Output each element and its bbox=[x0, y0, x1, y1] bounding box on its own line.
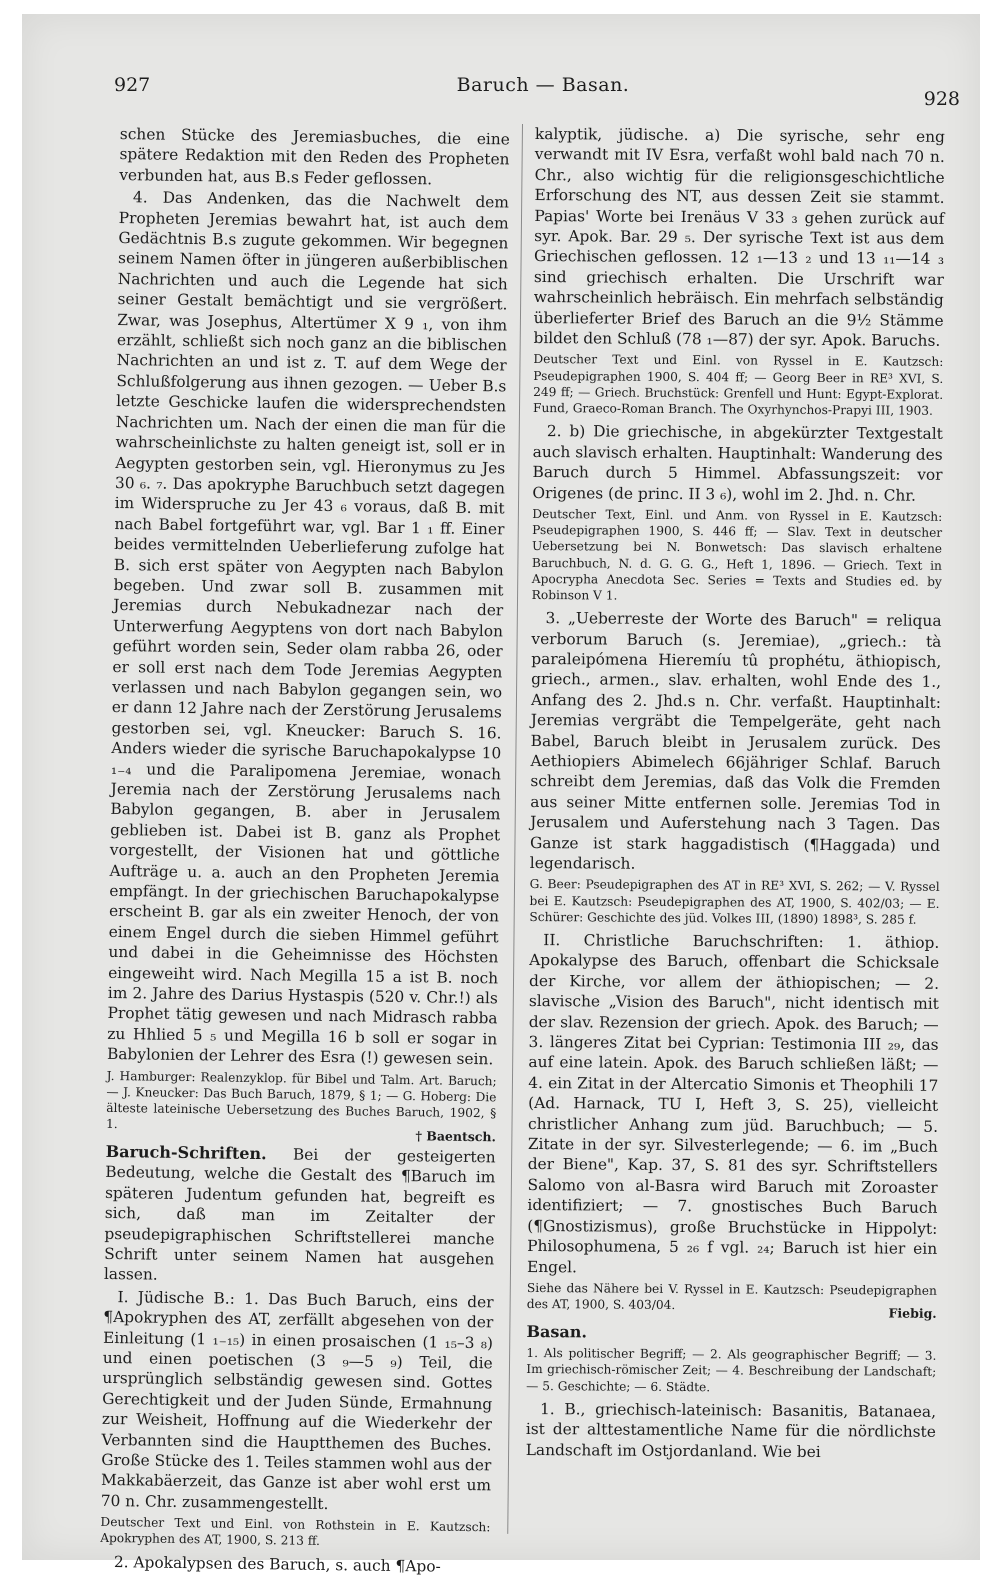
reference-note: G. Beer: Pseudepigraphen des AT in RE³ XVI, S. 262; — V. Ryssel bei E. Kautzsch: Pseudepigraphen des AT, 1900, S. 402/03; — E. Schürer: Geschichte des jüd. Volkes III, (1890) 1898³, S. 285 f. bbox=[529, 877, 940, 927]
author-signature: † Baentsch. bbox=[415, 1127, 497, 1144]
book-page bbox=[22, 14, 980, 1576]
reference-note: Deutscher Text und Einl. von Ryssel in E. Kautzsch: Pseudepigraphen 1900, S. 404 ff; — Georg Beer in RE³ XVI, S. 249 ff; — Griech. Bruchstück: Grenfell und Hunt: Egypt-Explorat. Fund, Graeco-Roman Branch. The Oxyrhynchos-Prapyi III, 1903. bbox=[532, 352, 944, 418]
right-column bbox=[526, 124, 945, 1465]
reference-note: Deutscher Text, Einl. und Anm. von Ryssel in E. Kautzsch: Pseudepigraphen 1900, S. 446 ff; — Slav. Text in deutscher Uebersetzung bei N. Bonwetsch: Das slavisch erhaltene Baruchbuch, N. d. G. G. G., Heft 1, 1896. — Griech. Text in Apocrypha Anecdota Sec. Series = Texts and Studies ed. by Robinson V 1. bbox=[531, 506, 943, 603]
left-column bbox=[100, 124, 510, 1579]
paragraph: I. Jüdische B.: 1. Das Buch Baruch, eins der ¶Apokryphen des AT, zerfällt abgesehen von der Einleitung (1 ₁₋₁₅) in einen prosaischen (1 ₁₅–3 ₈) und einen poetischen (3 ₉—5 ₉) Teil, die ursprünglich selbständig gewesen sind. Gottes Gerechtigkeit und der Juden Sünde, Ermahnung zur Weisheit, Hoffnung auf die Wiederkehr der Verbannten sind die Hauptthemen des Buches. Große Stücke des 1. Teiles stammen wohl aus der Makkabäerzeit, das Ganze ist aber wohl erst um 70 n. Chr. zusammengestellt. bbox=[100, 1287, 494, 1513]
reference-note: Deutscher Text und Einl. von Rothstein in E. Kautzsch: Apokryphen des AT, 1900, S. 213 ff. bbox=[100, 1515, 491, 1549]
paragraph: II. Christliche Baruchschriften: 1. äthiop. Apokalypse des Baruch, offenbart die Schicksale der Kirche, vor allem der äthiopischen; — 2. slavische „Vision des Baruch", nicht identisch mit der slav. Rezension der griech. Apok. des Baruch; — 3. längeres Zitat bei Cyprian: Testimonia III ₂₉, das auf eine latein. Apok. des Baruch schließen läßt; — 4. ein Zitat in der Altercatio Simonis et Theophili 17 (Ad. Harnack, TU I, Heft 3, S. 25), vielleicht christlicher Anhang zum jüd. Baruchbuch; — 5. Zitate in der syr. Silvesterlegende; — 6. im „Buch der Biene", Kap. 37, S. 81 des syr. Schriftstellers Salomo von al-Basra wird Baruch mit Zoroaster identifiziert; — 7. gnostisches Buch Baruch (¶Gnostizismus), große Bruchstücke in Hippolyt: Philosophumena, 5 ₂₆ f vgl. ₂₄; Baruch ist hier ein Engel. bbox=[526, 931, 940, 1276]
left-page-number: 927 bbox=[114, 74, 151, 96]
table-of-contents: 1. Als politischer Begriff; — 2. Als geographischer Begriff; — 3. Im griechisch-römischer Zeit; — 4. Beschreibung der Landschaft; — 5. Geschichte; — 6. Städte. bbox=[526, 1346, 937, 1394]
paragraph: kalyptik, jüdische. a) Die syrische, sehr eng verwandt mit IV Esra, verfaßt wohl bald nach 70 n. Chr., also wichtig für die religionsgeschichtliche Erforschung des NT, aus dessen Zeit sie stammt. Papias' Worte bei Irenäus V 33 ₃ gehen zurück auf syr. Apok. Bar. 29 ₅. Der syrische Text ist aus dem Griechischen geflossen. 12 ₁—13 ₂ und 13 ₁₁—14 ₃ sind griechisch erhalten. Die Urschrift war wahrscheinlich hebräisch. Ein mehrfach selbständig überlieferter Brief des Baruch an die 9½ Stämme bildet den Schluß (78 ₁—87) der syr. Apok. Baruchs. bbox=[533, 124, 945, 350]
paragraph: 1. B., griechisch-lateinisch: Basanitis, Batanaea, ist der alttestamentliche Name für die nördlichste Landschaft im Ostjordanland. Wie bei bbox=[525, 1399, 937, 1461]
paragraph: Bei der gesteigerten Bedeutung, welche die Gestalt des ¶Baruch im späteren Judentum gefunden hat, begreift es sich, daß man im Zeitalter der pseudepigraphischen Schriftstellerei manche Schrift unter seinem Namen hat ausgehen lassen. bbox=[103, 1145, 496, 1284]
right-page-number: 928 bbox=[923, 88, 960, 110]
running-title: Baruch — Basan. bbox=[456, 74, 630, 96]
reference-note: J. Hamburger: Realenzyklop. für Bibel und Talm. Art. Baruch; — J. Kneucker: Das Buch Baruch, 1879, § 1; — G. Hoberg: Die älteste lateinische Uebersetzung des Buches Baruch, 1902, § 1. bbox=[105, 1068, 497, 1132]
paragraph: 2. b) Die griechische, in abgekürzter Textgestalt auch slavisch erhalten. Hauptinhalt: Wanderung des Baruch durch 5 Himmel. Abfassungszeit: vor Origenes (de princ. II 3 ₆), wohl im 2. Jhd. n. Chr. bbox=[532, 422, 943, 505]
paragraph: 2. Apokalypsen des Baruch, s. auch ¶Apo- bbox=[113, 1552, 441, 1576]
paragraph: 3. „Ueberreste der Worte des Baruch" = reliqua verborum Baruch (s. Jeremiae), „griech.: tà paraleipómena Hieremíu tû prophétu, äthiopisch, griech., armen., slav. erhalten, wohl Ende des 1., Anfang des 2. Jhd.s n. Chr. verfaßt. Hauptinhalt: Jeremias vergräbt die Tempelgeräte, geht nach Babel, Baruch bleibt in Jerusalem zurück. Des Aethiopiers Abimelech 66jähriger Schlaf. Baruch schreibt dem Jeremias, daß das Volk die Fremden aus seiner Mitte entfernen solle. Jeremias Tod in Jerusalem und Auferstehung nach 3 Tagen. Das Ganze ist stark haggadistisch (¶Haggada) und legendarisch. bbox=[529, 609, 942, 873]
reference-note: Siehe das Nähere bei V. Ryssel in E. Kautzsch: Pseudepigraphen des AT, 1900, S. 403/04. bbox=[526, 1280, 937, 1313]
entry-title: Baruch-Schriften. bbox=[105, 1141, 267, 1164]
author-signature: Fiebig. bbox=[888, 1305, 937, 1322]
page-header bbox=[114, 72, 972, 112]
entry-title: Basan. bbox=[526, 1321, 588, 1342]
column-divider bbox=[507, 124, 523, 1534]
paragraph: 4. Das Andenken, das die Nachwelt dem Propheten Jeremias bewahrt hat, ist auch dem Gedächtnis B.s zugute gekommen. Wir begegnen seinem Namen öfter in jüngeren außerbiblischen Nachrichten und auch die Legende hat sich seiner Gestalt bemächtigt und sie vergrößert. Zwar, was Josephus, Altertümer X 9 ₁, von ihm erzählt, schließt sich noch ganz an die biblischen Nachrichten an und ist z. T. auf dem Wege der Schlußfolgerung aus ihnen gezogen. — Ueber B.s letzte Geschicke laufen die widersprechendsten Nachrichten um. Nach der einen die man für die wahrscheinlichste zu halten geneigt ist, soll er in Aegypten gestorben sein, vgl. Hieronymus zu Jes 30 ₆. ₇. Das apokryphe Baruchbuch setzt dagegen im Widerspruche zu Jer 43 ₆ voraus, daß B. mit nach Babel fortgeführt war, vgl. Bar 1 ₁ ff. Einer beides vermittelnden Ueberlieferung zufolge hat B. sich erst später von Aegypten nach Babylon begeben. Und zwar soll B. zusammen mit Jeremias durch Nebukadnezar nach der Unterwerfung Aegyptens von dort nach Babylon geführt worden sein, Seder olam rabba 26, oder er soll erst nach dem Tode Jeremias Aegypten verlassen und nach Babylon gegangen sein, wo er dann 12 Jahre nach der Zerstörung Jerusalems gestorben sei, vgl. Kneucker: Baruch S. 16. Anders wieder die syrische Baruchapokalypse 10 ₁₋₄ und die Paralipomena Jeremiae, wonach Jeremia nach der Zerstörung Jerusalems nach Babylon gegangen, B. aber in Jerusalem geblieben ist. Dabei ist B. ganz als Prophet vorgestellt, der Visionen hat und göttliche Aufträge u. a. auch an den Propheten Jeremia empfängt. In der griechischen Baruchapokalypse erscheint B. gar als ein zweiter Henoch, der von einem Engel durch die sieben Himmel geführt und dabei in die Geheimnisse des Höchsten eingeweiht wird. Nach Megilla 15 a ist B. noch im 2. Jahre des Darius Hystaspis (520 v. Chr.!) als Prophet tätig gewesen und nach Midrasch rabba zu Hhlied 5 ₅ und Megilla 16 b soll er sogar in Babylonien der Lehrer des Esra (!) gewesen sein. bbox=[106, 188, 510, 1069]
paragraph: schen Stücke des Jeremiasbuches, die eine spätere Redaktion mit den Reden des Propheten verbunden hat, aus B.s Feder geflossen. bbox=[119, 124, 510, 189]
